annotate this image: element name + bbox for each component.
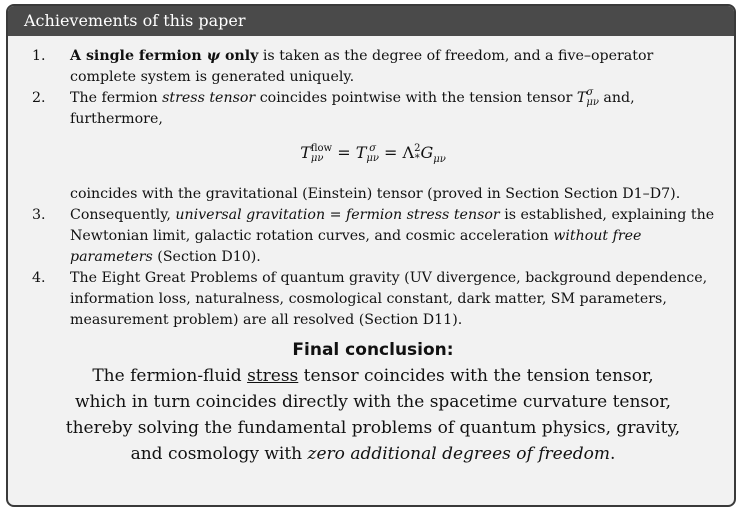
bold-phrase: A single fermion [70,48,207,64]
item-rest: is taken as the degree of freedom, and a five–operator complete system is generated uniquely. [70,48,654,85]
list-item [26,268,720,331]
item-mid: coincides pointwise with the tension tensor [255,90,577,106]
eq-T1: T [300,143,311,162]
eq-two: 2 [414,142,421,154]
underlined-word: stress [247,366,299,387]
final-line-2: which in turn coincides directly with the spacetime curvature tensor, [74,392,672,413]
box-content [8,36,734,467]
item-mid: is established, explaining the Newtonian limit, galactic rotation curves, and cosmic acceleration [70,207,715,245]
munu-sub: μν [586,97,599,108]
eq-star: * [414,152,420,164]
eq-T2: T [355,143,367,162]
item-number: 4. [32,270,46,287]
emphasis-1: universal gravitation = fermion stress tensor [175,207,500,224]
eq-flow: flow [310,142,333,154]
item-text [70,46,720,88]
eq-lambda: Λ [402,143,415,162]
sigma-sup: σ [586,87,594,98]
final-conclusion-title: Final conclusion: [292,340,454,361]
psi-symbol: ψ [206,48,220,64]
eq-G: G [420,143,434,162]
emphasis-2: without free parameters [70,228,642,266]
final-line-1: The fermion-fluid stress tensor coincides with the tension tensor, [92,366,654,387]
final-line-3: thereby solving the fundamental problems of quantum physics, gravity, [65,418,681,439]
eq-munu-1: μν [310,152,324,164]
list-item [26,46,720,88]
tensor-symbol: T [576,90,587,106]
final-conclusion-body [26,363,720,467]
equation [26,142,720,170]
final-line-4: and cosmology with zero additional degrees of freedom. [130,444,616,465]
item-number: 2. [32,90,46,106]
item-text [70,88,720,130]
list-item [26,205,720,268]
item-pre: Consequently, [70,207,176,224]
bold-phrase-2: only [220,48,259,64]
eq-munu-2: μν [366,152,379,164]
item-text: The Eight Great Problems of quantum gravity (UV divergence, background dependence, information loss, naturalness, cosmological constant, dark matter, SM parameters, measurement problem) are all resolved (Section D11). [70,270,708,329]
eq-equals-2: = [378,143,403,162]
emphasis: zero additional degrees of freedom [307,444,610,465]
item-number: 3. [32,207,46,224]
eq-sigma: σ [369,142,377,154]
item-pre: The fermion [70,90,163,106]
item-post: (Section D10). [152,249,261,266]
box-title: Achievements of this paper [8,6,734,36]
item-continuation: coincides with the gravitational (Einstein) tensor (proved in Section Section D1–D7). [70,186,681,203]
list-item [26,88,720,130]
item-text [70,205,720,268]
item-post: and, furthermore, [70,90,635,127]
eq-equals-1: = [332,143,356,162]
eq-munu-3: μν [433,154,446,166]
achievements-box [6,4,736,507]
emphasis: stress tensor [162,90,256,106]
item-number: 1. [32,48,46,64]
